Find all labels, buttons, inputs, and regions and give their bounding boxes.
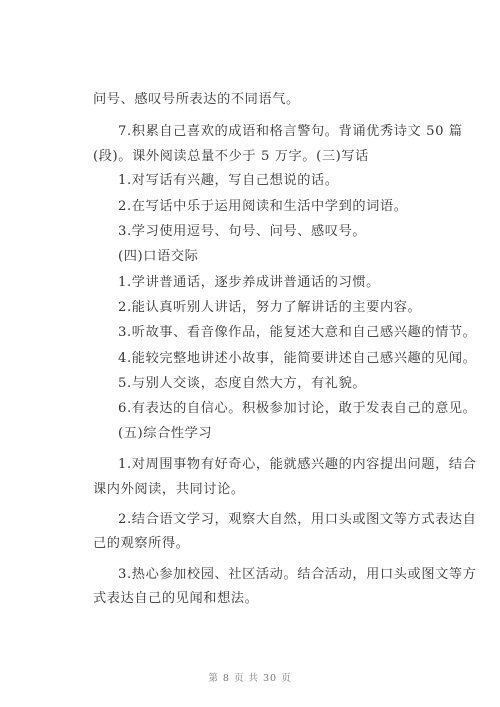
text-line: 3.热心参加校园、社区活动。结合活动，用口头或图文等方: [118, 567, 477, 582]
text-line: 6.有表达的自信心。积极参加讨论，敢于发表自己的意见。: [118, 401, 477, 416]
text-line: 式表达自己的见闻和想法。: [93, 591, 259, 606]
text-line: 2.能认真听别人讲话，努力了解讲话的主要内容。: [118, 300, 422, 315]
text-line: 1.对周围事物有好奇心，能就感兴趣的内容提出问题，结合: [118, 457, 477, 472]
text-line: 3.学习使用逗号、句号、问号、感叹号。: [118, 224, 367, 239]
page-number-footer: 第 8 页 共 30 页: [208, 673, 292, 684]
text-line: 问号、感叹号所表达的不同语气。: [93, 92, 300, 107]
text-line: 己的观察所得。: [93, 536, 190, 551]
text-line: (段)。课外阅读总量不少于 5 万字。(三)写话: [93, 149, 369, 164]
text-line: 1.学讲普通话，逐步养成讲普通话的习惯。: [118, 275, 380, 290]
text-line: 3.听故事、看音像作品，能复述大意和自己感兴趣的情节。: [118, 325, 477, 340]
text-line: 课内外阅读，共同讨论。: [93, 482, 245, 497]
text-line: 1.对写话有兴趣，写自己想说的话。: [118, 173, 339, 188]
text-line: 4.能较完整地讲述小故事，能简要讲述自己感兴趣的见闻。: [118, 351, 477, 366]
text-line: 7.积累自己喜欢的成语和格言警句。背诵优秀诗文 50 篇: [118, 124, 463, 139]
text-line: 5.与别人交谈，态度自然大方，有礼貌。: [118, 376, 367, 391]
section-heading: (四)口语交际: [118, 249, 199, 264]
text-line: 2.结合语文学习，观察大自然，用口头或图文等方式表达自: [118, 512, 477, 527]
text-line: 2.在写话中乐于运用阅读和生活中学到的词语。: [118, 199, 408, 214]
section-heading: (五)综合性学习: [118, 426, 213, 441]
